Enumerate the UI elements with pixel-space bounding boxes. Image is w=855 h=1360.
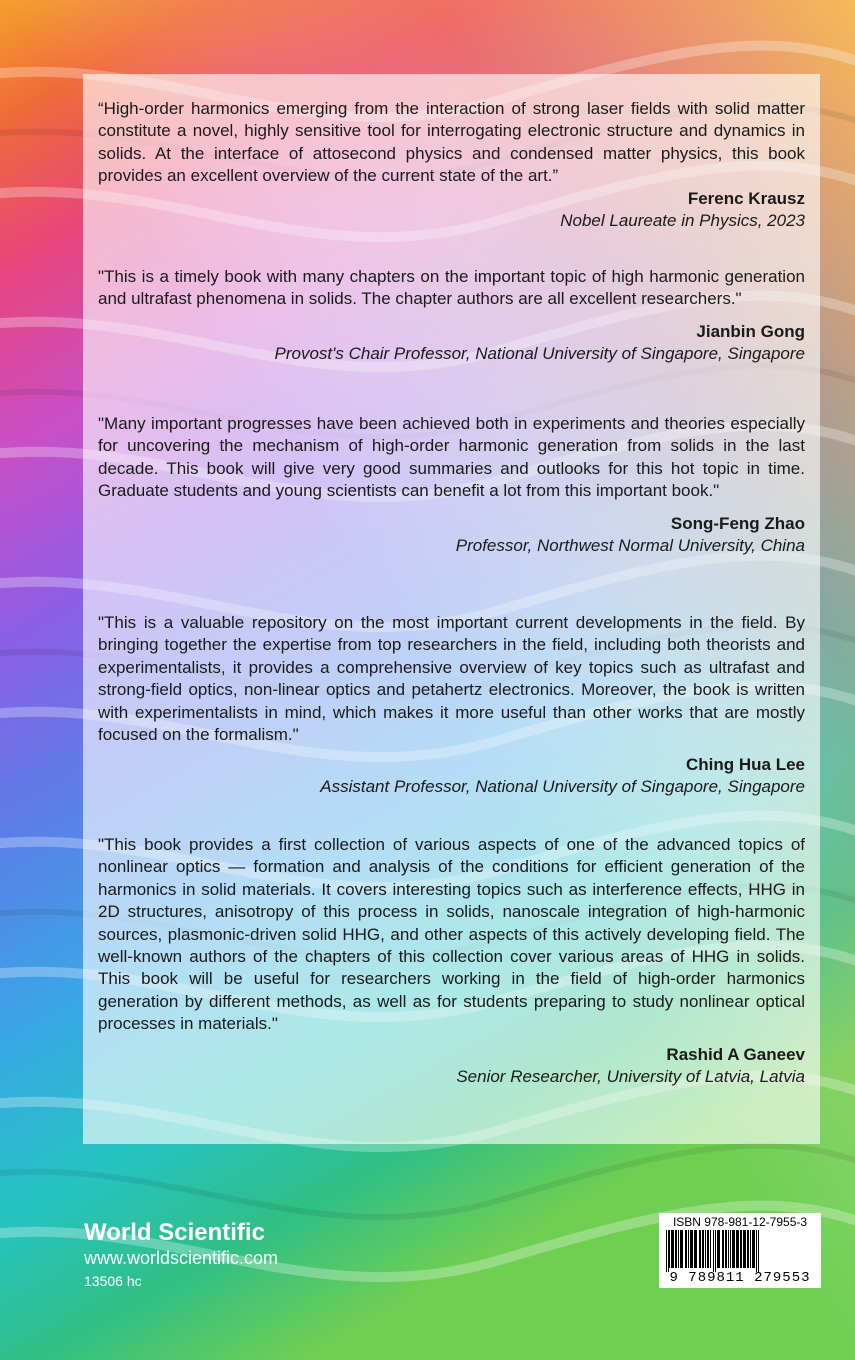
barcode-bar bbox=[732, 1230, 735, 1268]
testimonial-author: Song-Feng Zhao bbox=[670, 513, 805, 533]
testimonial-quote: "Many important progresses have been achieved both in experiments and theories especially for uncovering the mechanism of high-order harmonic generation from solids in the last decade. This book will give very good summaries and outlooks for this hot topic in time. Graduate students and young scientists can benefit a lot from this important book." bbox=[98, 414, 805, 501]
publisher-block bbox=[84, 1219, 278, 1291]
publisher-url[interactable]: www.worldscientific.com bbox=[84, 1248, 279, 1268]
barcode-bar bbox=[675, 1230, 677, 1268]
barcode-bar bbox=[710, 1230, 711, 1268]
testimonial-3 bbox=[98, 413, 805, 557]
barcode-bar bbox=[750, 1230, 751, 1268]
barcode-bar bbox=[668, 1230, 669, 1272]
barcode-bar bbox=[728, 1230, 729, 1268]
barcode-bar bbox=[747, 1230, 749, 1268]
testimonial-quote: "This is a timely book with many chapters on the important topic of high harmonic generation and ultrafast phenomena in solids. The chapter authors are all excellent researchers." bbox=[98, 267, 805, 309]
barcode-bar bbox=[743, 1230, 746, 1268]
barcode-bar bbox=[685, 1230, 687, 1268]
isbn-label: ISBN 978-981-12-7955-3 bbox=[672, 1215, 808, 1229]
barcode-bar bbox=[715, 1230, 716, 1272]
barcode-bar bbox=[680, 1230, 683, 1268]
barcode-bar bbox=[694, 1230, 697, 1268]
barcode-bar bbox=[666, 1230, 667, 1272]
barcode-bar bbox=[758, 1230, 759, 1272]
product-code: 13506 hc bbox=[84, 1273, 142, 1289]
testimonial-affiliation: Assistant Professor, National University of Singapore, Singapore bbox=[320, 777, 805, 797]
testimonial-author: Ferenc Krausz bbox=[687, 188, 805, 208]
testimonial-5 bbox=[98, 834, 805, 1088]
barcode-bar bbox=[713, 1230, 714, 1272]
barcode-bar bbox=[690, 1230, 693, 1268]
testimonial-affiliation: Provost's Chair Professor, National University of Singapore, Singapore bbox=[274, 343, 805, 363]
testimonial-quote: “High-order harmonics emerging from the interaction of strong laser fields with solid matter constitute a novel, highly sensitive tool for interrogating electronic structure and dynamics in solids. At the interface of attosecond physics and condensed matter physics, this book provides an excellent overview of the current state of the art.” bbox=[98, 99, 805, 186]
barcode-bar bbox=[678, 1230, 679, 1268]
barcode-digits: 9 789811 279553 bbox=[669, 1270, 811, 1286]
testimonial-4 bbox=[98, 612, 805, 798]
testimonial-author: Rashid A Ganeev bbox=[666, 1044, 805, 1064]
testimonial-affiliation: Professor, Northwest Normal University, China bbox=[455, 535, 805, 555]
barcode-bar bbox=[702, 1230, 704, 1268]
testimonial-author: Jianbin Gong bbox=[696, 321, 805, 341]
barcode-bars bbox=[664, 1230, 816, 1272]
barcode-bar bbox=[736, 1230, 739, 1268]
barcode-bar bbox=[705, 1230, 706, 1268]
barcode-bar bbox=[671, 1230, 674, 1268]
barcode-bar bbox=[717, 1230, 720, 1268]
testimonial-quote: "This book provides a first collection of various aspects of one of the advanced topics of nonlinear optics — formation and analysis of the conditions for efficient generation of the harmonics in solid materials. It covers interesting topics such as interference effects, HHG in 2D structures, anisotropy of this process in solids, nanoscale integration of high-harmonic sources, plasmonic-driven solid HHG, and other aspects of this actively developing field. The well-known authors of the chapters of this collection cover various areas of HHG in solids. This book will be useful for researchers working in the field of high-order harmonics generation by different methods, as well as for students preparing to study nonlinear optical processes in materials." bbox=[98, 835, 805, 1034]
testimonial-author: Ching Hua Lee bbox=[685, 755, 805, 775]
testimonial-affiliation: Nobel Laureate in Physics, 2023 bbox=[560, 210, 805, 230]
testimonial-2 bbox=[98, 266, 805, 365]
isbn-barcode bbox=[659, 1213, 821, 1288]
barcode-bar bbox=[669, 1230, 670, 1268]
barcode-bar bbox=[730, 1230, 731, 1268]
testimonial-1 bbox=[98, 98, 805, 232]
publisher-name: World Scientific bbox=[84, 1219, 265, 1246]
barcode-bar bbox=[688, 1230, 689, 1268]
testimonial-quote: "This is a valuable repository on the most important current developments in the field. By bringing together the expertise from top researchers in the field, including both theorists and experimentalists, it provides a comprehensive overview of key topics such as ultrafast and strong-field optics, non-linear optics and petahertz electronics. Moreover, the book is written with experimentalists in mind, which makes it more useful than other works that are mostly focused on the formalism." bbox=[98, 613, 805, 745]
barcode-bar bbox=[740, 1230, 742, 1268]
barcode-bar bbox=[725, 1230, 727, 1268]
testimonial-affiliation: Senior Researcher, University of Latvia, Latvia bbox=[456, 1066, 805, 1086]
barcode-bar bbox=[699, 1230, 701, 1268]
barcode-bar bbox=[707, 1230, 709, 1268]
barcode-bar bbox=[722, 1230, 724, 1268]
barcode-bar bbox=[752, 1230, 755, 1268]
barcode-bar bbox=[756, 1230, 757, 1272]
